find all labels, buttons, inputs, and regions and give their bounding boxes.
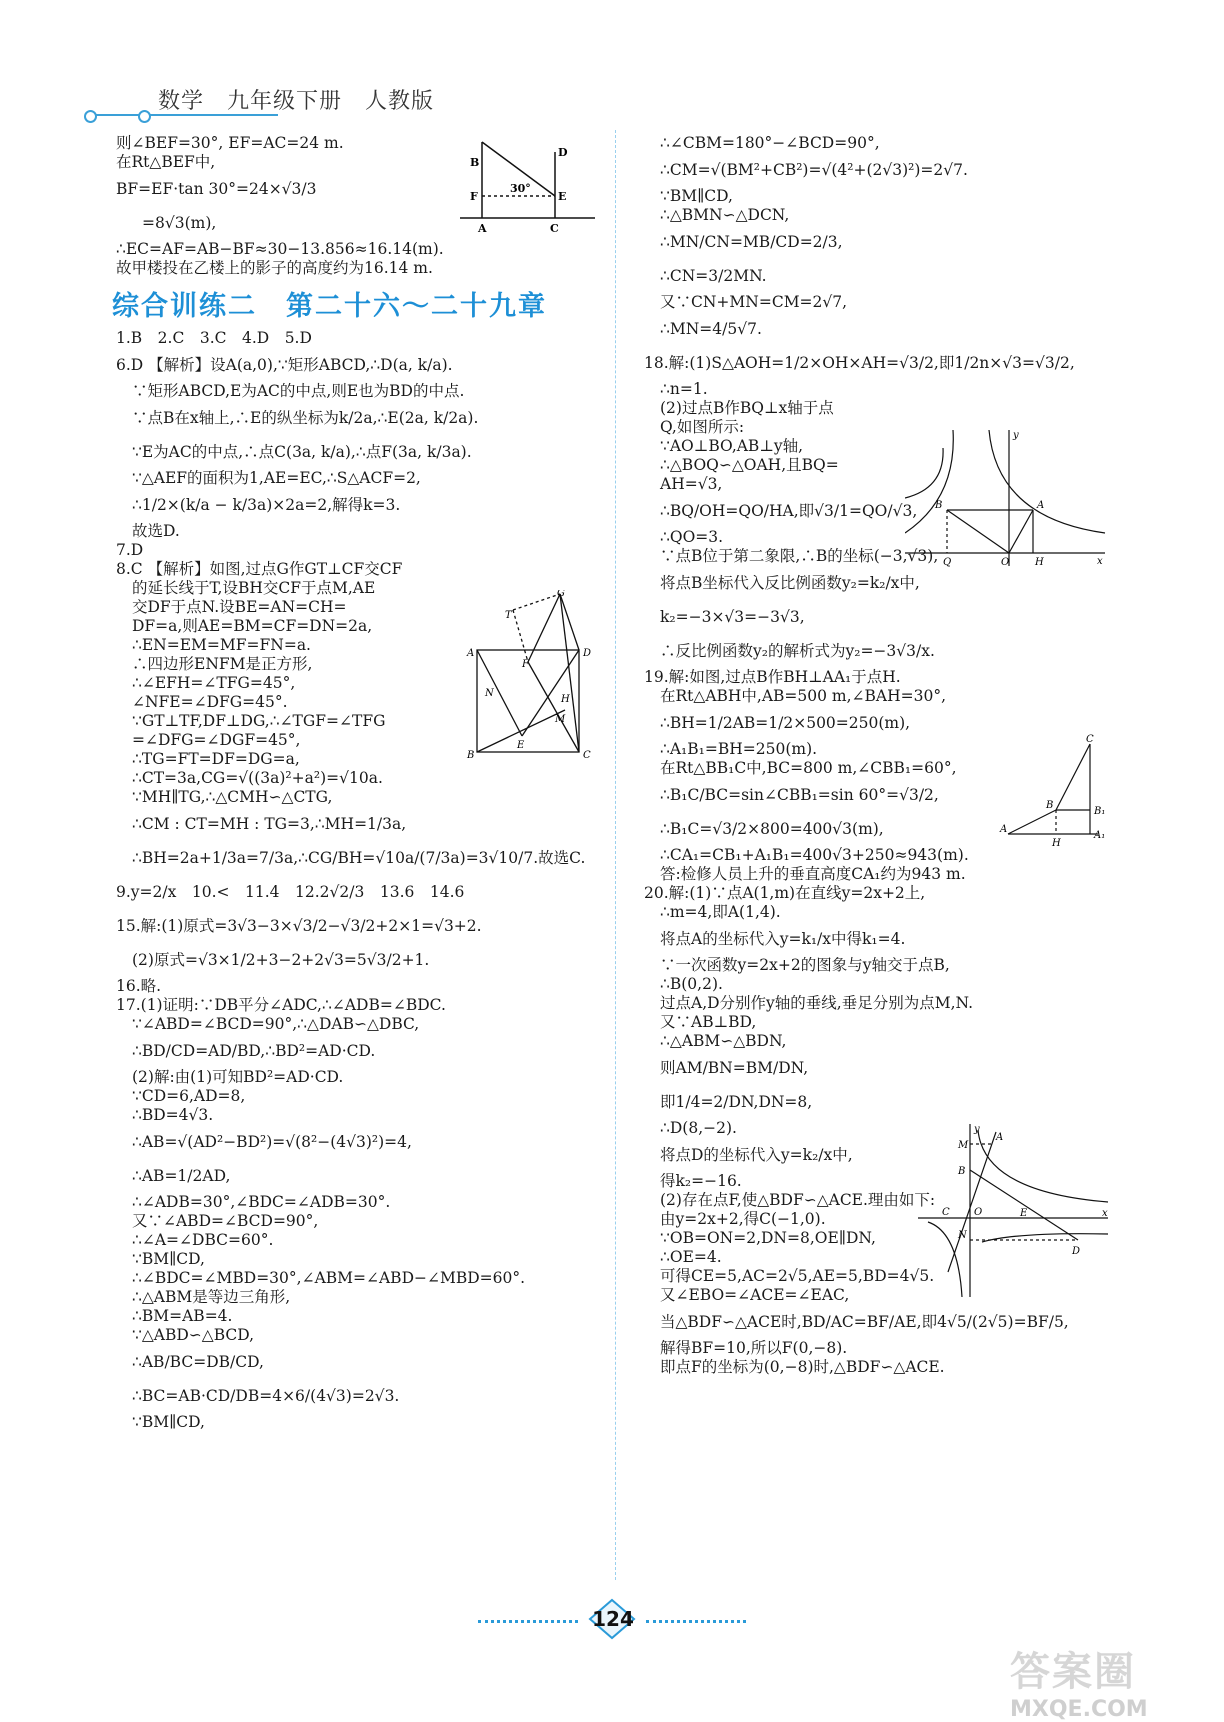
answer-line: DF=a,则AE=BM=CF=DN=2a, — [132, 617, 373, 635]
header-dot-left — [84, 110, 97, 123]
answer-line: 当△BDF∽△ACE时,BD/AC=BF/AE,即4√5/(2√5)=BF/5, — [660, 1313, 1069, 1331]
answer-line: ∵E为AC的中点,∴点C(3a, k/a),∴点F(3a, k/3a). — [132, 443, 472, 461]
answer-line: ∴∠CBM=180°−∠BCD=90°, — [660, 134, 880, 152]
answer-line: 8.C 【解析】如图,过点G作GT⊥CF交CF — [116, 560, 403, 578]
answer-line: 将点A的坐标代入y=k₁/x中得k₁=4. — [660, 930, 906, 948]
answer-line: ∴BQ/OH=QO/HA,即√3/1=QO/√3, — [660, 502, 918, 520]
label-E: E — [517, 740, 525, 751]
answer-line: ∴D(8,−2). — [660, 1119, 737, 1137]
answer-line: 15.解:(1)原式=3√3−3×√3/2−√3/2+2×1=√3+2. — [116, 917, 482, 935]
answer-line: =∠DFG=∠DGF=45°, — [132, 731, 301, 749]
answer-line: ∴△ABM是等边三角形, — [132, 1288, 291, 1306]
answer-line: 的延长线于T,设BH交CF于点M,AE — [132, 579, 376, 597]
answer-line: 18.解:(1)S△AOH=1/2×OH×AH=√3/2,即1/2n×√3=√3/2, — [644, 354, 1075, 372]
answer-line: ∵BM∥CD, — [132, 1250, 205, 1268]
answer-line: ∴A₁B₁=BH=250(m). — [660, 740, 818, 758]
label-B: B — [467, 750, 475, 760]
label-C: C — [1086, 734, 1094, 745]
answer-line: 7.D — [116, 541, 144, 559]
answer-line: ∵AO⊥BO,AB⊥y轴, — [660, 437, 804, 455]
figure-slope-problem19 — [998, 732, 1113, 852]
label-D: D — [1072, 1246, 1081, 1257]
answer-line: ∴AB=1/2AD, — [132, 1167, 231, 1185]
label-D: D — [558, 146, 568, 159]
answer-line: (2)解:由(1)可知BD²=AD·CD. — [132, 1068, 344, 1086]
answer-line: ∵MH∥TG,∴△CMH∽△CTG, — [132, 788, 333, 806]
answer-line: ∴CN=3/2MN. — [660, 267, 767, 285]
label-O: O — [974, 1207, 983, 1218]
watermark-logo-text: 答案圈 — [1010, 1649, 1136, 1695]
answer-line: Q,如图所示: — [660, 418, 745, 436]
answer-line: 得k₂=−16. — [660, 1172, 742, 1190]
label-B: B — [1046, 800, 1054, 811]
label-B: B — [470, 156, 480, 169]
figure-hyperbola-problem18 — [905, 428, 1110, 568]
answer-line: ∵∠ABD=∠BCD=90°,∴△DAB∽△DBC, — [132, 1015, 420, 1033]
answer-line: 将点D的坐标代入y=k₂/x中, — [660, 1146, 853, 1164]
answer-line: 20.解:(1)∵点A(1,m)在直线y=2x+2上, — [644, 884, 926, 902]
answer-line: 在Rt△ABH中,AB=500 m,∠BAH=30°, — [660, 687, 947, 705]
label-N: N — [958, 1230, 967, 1241]
answer-line: ∴BH=1/2AB=1/2×500=250(m), — [660, 714, 911, 732]
label-B1: B₁ — [1094, 806, 1106, 817]
answer-line: ∵BM∥CD, — [132, 1413, 205, 1431]
answer-line: 答:检修人员上升的垂直高度CA₁约为943 m. — [660, 865, 966, 883]
label-F: F — [470, 190, 478, 203]
answer-line: ∴BC=AB·CD/DB=4×6/(4√3)=2√3. — [132, 1387, 400, 1405]
label-C: C — [942, 1207, 950, 1218]
answer-line: 即1/4=2/DN,DN=8, — [660, 1093, 813, 1111]
text-line: 则∠BEF=30°, EF=AC=24 m. — [116, 134, 344, 152]
label-O: O — [1001, 557, 1010, 568]
footer-dots-left — [478, 1620, 578, 1623]
answer-line: ∴MN/CN=MB/CD=2/3, — [660, 233, 843, 251]
answer-line: ∴∠BDC=∠MBD=30°,∠ABM=∠ABD−∠MBD=60°. — [132, 1269, 526, 1287]
answer-line: 过点A,D分别作y轴的垂线,垂足分别为点M,N. — [660, 994, 974, 1012]
label-N: N — [485, 688, 494, 699]
answer-line: ∴BM=AB=4. — [132, 1307, 233, 1325]
watermark — [1010, 1640, 1210, 1722]
answer-line: ∴TG=FT=DF=DG=a, — [132, 750, 300, 768]
answer-line: 又∵AB⊥BD, — [660, 1013, 757, 1031]
answer-line: ∴四边形ENFM是正方形, — [132, 655, 313, 673]
label-H: H — [561, 694, 570, 705]
answer-line: ∴∠EFH=∠TFG=45°, — [132, 674, 296, 692]
figure-building-shadow — [450, 136, 600, 236]
answer-line: ∵点B在x轴上,∴E的纵坐标为k/2a,∴E(2a, k/2a). — [132, 409, 479, 427]
answer-line: ∵OB=ON=2,DN=8,OE∥DN, — [660, 1229, 876, 1247]
text-line: 在Rt△BEF中, — [116, 153, 216, 171]
answer-line: ∴△BOQ∽△OAH,且BQ= — [660, 456, 839, 474]
answer-line: AH=√3, — [660, 475, 723, 493]
label-A: A — [478, 222, 487, 235]
answer-line: 即点F的坐标为(0,−8)时,△BDF∽△ACE. — [660, 1358, 945, 1376]
answer-line: ∵一次函数y=2x+2的图象与y轴交于点B, — [660, 956, 950, 974]
label-H: H — [1035, 557, 1044, 568]
answer-line: ∴△BMN∽△DCN, — [660, 206, 790, 224]
label-D: D — [583, 648, 592, 659]
answer-line: ∴OE=4. — [660, 1248, 722, 1266]
answer-line: 解得BF=10,所以F(0,−8). — [660, 1339, 848, 1357]
answer-line: 将点B坐标代入反比例函数y₂=k₂/x中, — [660, 574, 920, 592]
answer-line: ∴B₁C=√3/2×800=400√3(m), — [660, 820, 884, 838]
answer-line: 故选D. — [132, 522, 180, 540]
column-divider — [615, 130, 616, 1580]
answer-line: 17.(1)证明:∵DB平分∠ADC,∴∠ADB=∠BDC. — [116, 996, 446, 1014]
answer-line: 可得CE=5,AC=2√5,AE=5,BD=4√5. — [660, 1267, 935, 1285]
text-line: 故甲楼投在乙楼上的影子的高度约为16.14 m. — [116, 259, 433, 277]
label-x: x — [1102, 1208, 1108, 1219]
answer-line: 则AM/BN=BM/DN, — [660, 1059, 809, 1077]
label-A: A — [467, 648, 475, 659]
answer-line: ∴CA₁=CB₁+A₁B₁=400√3+250≈943(m). — [660, 846, 969, 864]
label-angle: 30° — [510, 182, 531, 195]
answer-line: 9.y=2/x 10.< 11.4 12.2√2/3 13.6 14.6 — [116, 883, 465, 901]
answer-line: ∴1/2×(k/a − k/3a)×2a=2,解得k=3. — [132, 496, 401, 514]
label-x: x — [1097, 556, 1103, 567]
label-y: y — [974, 1124, 980, 1135]
answer-line: ∵点B位于第二象限,∴B的坐标(−3,√3), — [660, 547, 939, 565]
answer-line: ∴n=1. — [660, 380, 708, 398]
answer-line: ∴BD=4√3. — [132, 1106, 214, 1124]
label-C: C — [550, 222, 559, 235]
answer-line: ∴CT=3a,CG=√((3a)²+a²)=√10a. — [132, 769, 383, 787]
answer-line: 6.D 【解析】设A(a,0),∵矩形ABCD,∴D(a, k/a). — [116, 356, 453, 374]
answer-line: ∵CD=6,AD=8, — [132, 1087, 246, 1105]
answer-line: (2)原式=√3×1/2+3−2+2√3=5√3/2+1. — [132, 951, 430, 969]
answer-line: k₂=−3×√3=−3√3, — [660, 608, 805, 626]
left-column — [112, 134, 596, 1432]
label-C: C — [583, 750, 591, 760]
text-line: =8√3(m), — [142, 214, 217, 232]
answer-line: 19.解:如图,过点B作BH⊥AA₁于点H. — [644, 668, 901, 686]
answer-line: ∴EN=EM=MF=FN=a. — [132, 636, 311, 654]
answer-line: ∴CM : CT=MH : TG=3,∴MH=1/3a, — [132, 815, 407, 833]
answer-line: ∴CM=√(BM²+CB²)=√(4²+(2√3)²)=2√7. — [660, 161, 968, 179]
label-G: G — [557, 590, 565, 599]
text-line: BF=EF·tan 30°=24×√3/3 — [116, 180, 317, 198]
header-dot-right — [138, 110, 151, 123]
watermark-url: MXQE.COM — [1010, 1697, 1148, 1722]
answer-line: ∴MN=4/5√7. — [660, 320, 762, 338]
header-rule — [88, 114, 278, 116]
label-Q: Q — [943, 557, 952, 568]
answer-line: (2)过点B作BQ⊥x轴于点 — [660, 399, 834, 417]
label-F: F — [522, 659, 529, 670]
page-header: 数学 九年级下册 人教版 — [158, 89, 435, 114]
answer-line: ∴△ABM∽△BDN, — [660, 1032, 787, 1050]
answer-line: (2)存在点F,使△BDF∽△ACE.理由如下: — [660, 1191, 936, 1209]
answer-line: ∴∠ADB=30°,∠BDC=∠ADB=30°. — [132, 1193, 391, 1211]
answer-line: 在Rt△BB₁C中,BC=800 m,∠CBB₁=60°, — [660, 759, 957, 777]
answer-line: ∴∠A=∠DBC=60°. — [132, 1231, 274, 1249]
answer-line: ∵矩形ABCD,E为AC的中点,则E也为BD的中点. — [132, 382, 465, 400]
label-T: T — [505, 610, 512, 621]
answer-line: ∴BH=2a+1/3a=7/3a,∴CG/BH=√10a/(7/3a)=3√10/7.故选C. — [132, 849, 586, 867]
answer-line: ∴B(0,2). — [660, 975, 723, 993]
figure-line-hyperbola-problem20 — [918, 1122, 1113, 1302]
answer-line: 1.B 2.C 3.C 4.D 5.D — [116, 329, 312, 347]
answer-line: ∵BM∥CD, — [660, 187, 733, 205]
label-E: E — [558, 190, 567, 203]
answer-line: 又∵CN+MN=CM=2√7, — [660, 293, 848, 311]
footer-dots-right — [646, 1620, 746, 1623]
answer-line: ∴BD/CD=AD/BD,∴BD²=AD·CD. — [132, 1042, 376, 1060]
page-number: 124 — [592, 1607, 634, 1631]
answer-line: ∴AB/BC=DB/CD, — [132, 1353, 264, 1371]
figure-square-problem8 — [465, 590, 600, 760]
answer-line: ∵△AEF的面积为1,AE=EC,∴S△ACF=2, — [132, 469, 421, 487]
answer-line: ∴m=4,即A(1,4). — [660, 903, 781, 921]
answer-line: ∴反比例函数y₂的解析式为y₂=−3√3/x. — [660, 642, 935, 660]
answer-line: 由y=2x+2,得C(−1,0). — [660, 1210, 826, 1228]
answer-line: 16.略. — [116, 977, 162, 995]
answer-line: ∠NFE=∠DFG=45°. — [132, 693, 288, 711]
label-y: y — [1013, 430, 1019, 441]
answer-line: 又∵∠ABD=∠BCD=90°, — [132, 1212, 319, 1230]
label-A: A — [996, 1132, 1004, 1143]
section-title: 综合训练二 第二十六～二十九章 — [112, 291, 547, 322]
label-B: B — [958, 1166, 966, 1177]
label-M: M — [958, 1140, 969, 1151]
label-A: A — [1000, 824, 1008, 835]
answer-line: ∵GT⊥TF,DF⊥DG,∴∠TGF=∠TFG — [132, 712, 386, 730]
label-B: B — [935, 500, 943, 511]
label-A1: A₁ — [1094, 830, 1106, 841]
answer-line: ∵△ABD∽△BCD, — [132, 1326, 255, 1344]
answer-line: 交DF于点N.设BE=AN=CH= — [132, 598, 347, 616]
answer-line: ∴QO=3. — [660, 528, 724, 546]
label-H: H — [1052, 838, 1061, 849]
label-A: A — [1037, 500, 1045, 511]
answer-line: ∴AB=√(AD²−BD²)=√(8²−(4√3)²)=4, — [132, 1133, 412, 1151]
text-line: ∴EC=AF=AB−BF≈30−13.856≈16.14(m). — [116, 240, 444, 258]
label-M: M — [555, 714, 566, 725]
answer-line: ∴B₁C/BC=sin∠CBB₁=sin 60°=√3/2, — [660, 786, 939, 804]
answer-line: 又∠EBO=∠ACE=∠EAC, — [660, 1286, 850, 1304]
label-E: E — [1020, 1208, 1028, 1219]
